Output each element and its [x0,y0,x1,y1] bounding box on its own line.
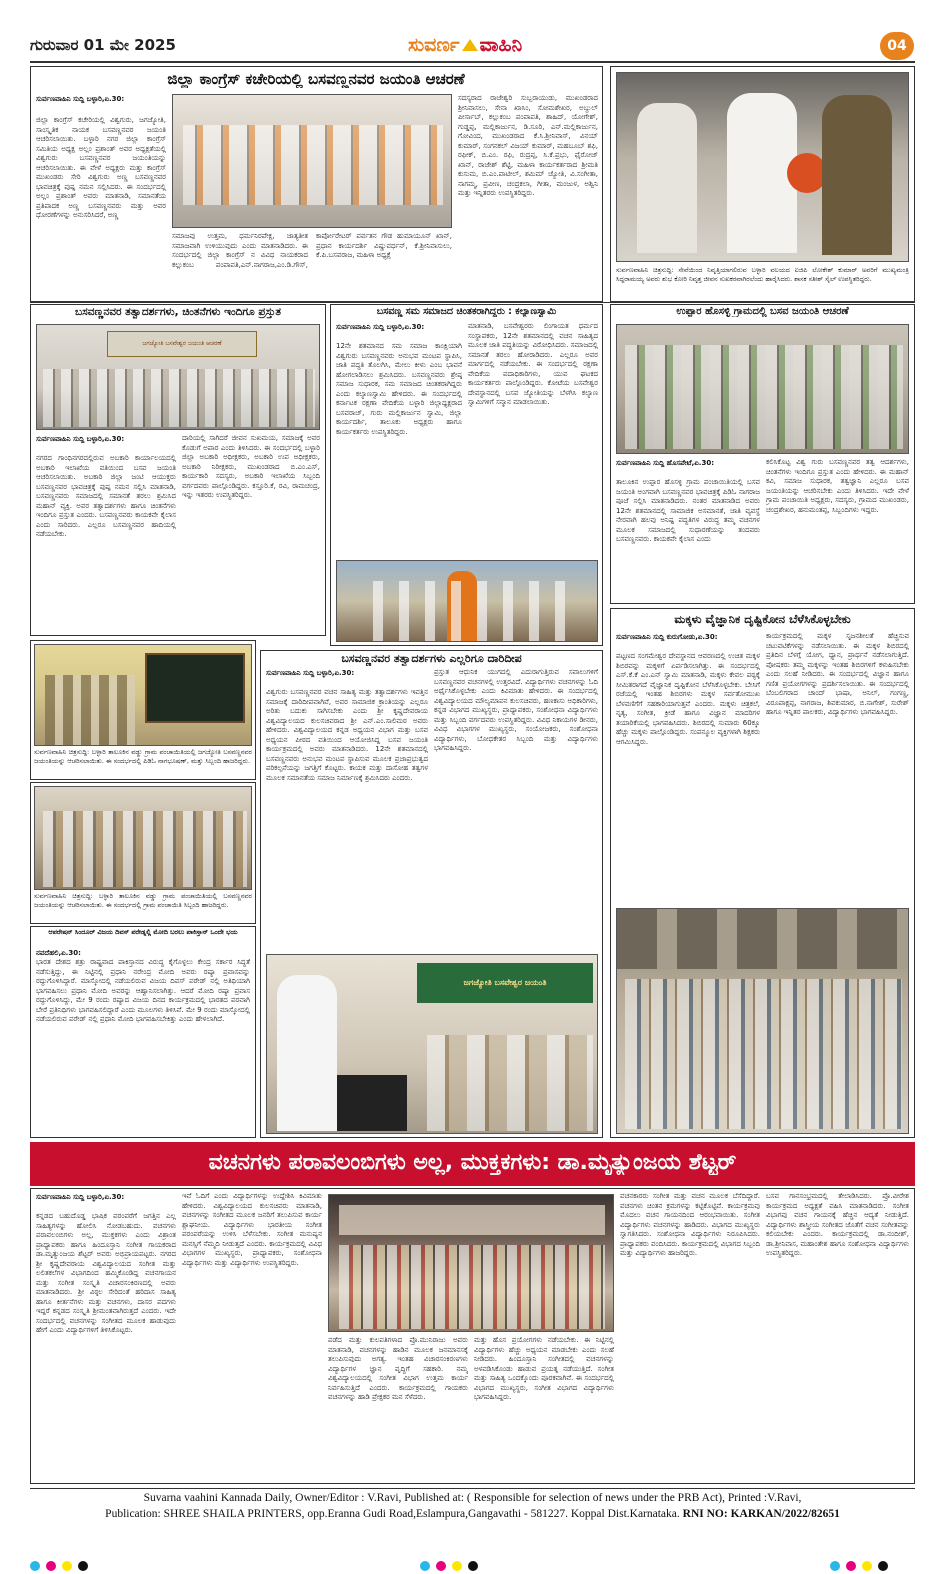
registration-marks-center [420,1556,484,1574]
congress-col3: ಸದಸ್ಯರಾದ ರಾಜೇಶ್ವರಿ ಸುಬ್ಬರಾಯುಡು, ಮುಖಂಡರಾದ ಶ್ರೀನಿವಾಸಲು, ಸೇನಾ ಖಾಸಿಂ, ಸೋಮಶೇಖರ, ಅಬ್ದುಲ್ ಪೀರ್ಸಾಬ್, ಕಲ್ಲುಕಂಬ ಪಂಪಾಪತಿ, ಶಾಹಿದ್, ಯೋಗೇಶ್, ಗುಡ್ಡಪ್ಪ, ಮಲ್ಲಿಕಾರ್ಜುನ, ಡಿ.ಸೂರಿ, ಎನ್.ಮಲ್ಲಿಕಾರ್ಜುನ, ಗೋವಿಂದ, ಮುಖಂಡರಾದ ಕೆ.ಸಿ.ಶ್ರೀನಿವಾಸ್, ವಿನಯ್ ಕುಮಾರ್, ಸಂಗನಕಲ್ ವಿಜಯ್ ಕುಮಾರ್, ಮಹಬೂಬ್ ಶಫಿ, ರಫೀಕ್, ಬಿ.ಎಂ. ರಫಿ, ರುದ್ರಪ್ಪ, ಸಿ.ಕೆ.ಪ್ರಭು, ಫೈರೋಜ್ ಖಾನ್, ರಾಜೇಶ್ ಶೆಟ್ಟಿ, ಮಹಿಳಾ ಕಾರ್ಯಕರ್ತರಾದ ಶ್ರೀಮತಿ ಕುಸುಮ, ಬಿ.ಎಂ.ಪಾಟೀಲ್, ಶಮಿಮ್ ಜ್ಯೋತಿ, ವಿ.ಸಂಗೀತಾ, ನಾಗಮ್ಮ, ಪ್ರವೀಣ, ಚಂದ್ರಕಲಾ, ಗೀತಾ, ಮಂಜುಳ, ಅಶ್ವಿನಿ ಮತ್ತು ಇನ್ನಿತರರು ಉಪಸ್ಥಿತರಿದ್ದರು. [458,94,598,197]
masthead-rule [30,61,915,63]
issue-date: ಗುರುವಾರ 01 ಮೇ 2025 [30,36,176,54]
congress-dateline: ಸುರ್ವಣವಾಹಿನಿ ಸುದ್ದಿ ಬಳ್ಳಾರಿ,ಏ.30: [36,95,125,103]
registration-marks-right [830,1556,894,1574]
vachana-photo [328,1194,614,1332]
yellow-dot [62,1561,72,1571]
yellow-dot [452,1561,462,1571]
principles-dateline: ಸುರ್ವಣವಾಹಿನಿ ಸುದ್ದಿ ಬಳ್ಳಾರಿ,ಏ.30: [36,435,125,443]
reformer-col2: ಮಾತನಾಡಿ, ಬಸವೇಶ್ವರರು ಲಿಂಗಾಯತ ಧರ್ಮದ ಸಂಸ್ಥಾಪಕರು, 12ನೇ ಶತಮಾನದಲ್ಲಿ ವಚನ ಸಾಹಿತ್ಯದ ಮೂಲಕ ಜಾತಿ ಪದ್ಧತಿಯನ್ನು ವಿರೋಧಿಸಿದರು. ಸಮಾಜದಲ್ಲಿ ಸಮಾನತೆ ತರಲು ಹೋರಾಡಿದರು. ಎಲ್ಲರೂ ಅವರ ಮಾರ್ಗದಲ್ಲಿ ನಡೆಯಬೇಕು. ಈ ಸಂದರ್ಭದಲ್ಲಿ ರಕ್ಷಣಾ ವೇದಿಕೆಯ ಪದಾಧಿಕಾರಿಗಳು, ಯುವ ಘಟಕದ ಕಾರ್ಯಕರ್ತರು ಪಾಲ್ಗೊಂಡಿದ್ದರು. ಕೋಟೆಯ ಬಸವೇಶ್ವರ ದೇವಸ್ಥಾನದಲ್ಲಿ ಬಸವ ಜ್ಯೋತಿಯನ್ನು ಬೆಳಗಿಸಿ ಕಲ್ಯಾಣ ಸ್ವಾಮಿಗಳಿಗೆ ಸನ್ಮಾನ ಮಾಡಲಾಯಿತು. [468,322,598,406]
registration-marks-left [30,1556,94,1574]
black-dot [468,1561,478,1571]
principles-banner: ಜಗಜ್ಯೋತಿ ಬಸವೇಶ್ವರ ಜಯಂತಿ ಆಚರಣೆ [107,331,257,357]
victory-body: ಭಾರತ ದೇಶದ ಶತ್ರು ರಾಷ್ಟ್ರವಾದ ಪಾಕಿಸ್ತಾನದ ವಿರುದ್ಧ ಕೈಗೊಳ್ಳಲು ಕೇಂದ್ರ ಸರ್ಕಾರ ಸಿದ್ಧತೆ ನಡೆಸುತ್ತಿದ್ದು, ಈ ನಿಟ್ಟಿನಲ್ಲಿ ಪ್ರಧಾನಿ ನರೇಂದ್ರ ಮೋದಿ ಅವರು ರಷ್ಯಾ ಪ್ರವಾಸವನ್ನು ರದ್ದುಗೊಳಿಸಿದ್ದಾರೆ. ಮಾಸ್ಕೋದಲ್ಲಿ ನಡೆಯಲಿರುವ ವಿಜಯ ದಿವಸ್ ಪರೇಡ್ ನಲ್ಲಿ ಅತಿಥಿಯಾಗಿ ಭಾಗವಹಿಸಲು ಪ್ರಧಾನಿ ಮೋದಿ ಅವರನ್ನು ಆಹ್ವಾನಿಸಲಾಗಿತ್ತು. ಆದರೆ ಮೋದಿ ರಷ್ಯಾ ಪ್ರವಾಸ ರದ್ದುಗೊಳಿಸಿದ್ದು, ಮೇ 9 ರಂದು ರಷ್ಯಾದ ವಿಜಯ ದಿನದ ಕಾರ್ಯಕ್ರಮದಲ್ಲಿ ಭಾರತದ ಪರವಾಗಿ ಬೇರೆ ಪ್ರತಿನಿಧಿಗಳು ಭಾಗವಹಿಸಲಿದ್ದಾರೆ ಎಂದು ಮೂಲಗಳು ತಿಳಿಸಿವೆ. ಮೇ 9 ರಂದು ಮಾಸ್ಕೋದಲ್ಲಿ ನಡೆಯಲಿರುವ ಪರೇಡ್ ನಲ್ಲಿ ಪ್ರಧಾನಿ ಮೋದಿ ಭಾಗವಹಿಸಬೇಕಿತ್ತು ಎಂದು ಹೇಳಲಾಗಿದೆ. [36,958,250,1023]
vachana-col5: ವಚನಕಾರರು ಸಂಗೀತ ಮತ್ತು ವಚನ ಮೂಲಕ ಬೆಸೆದಿದ್ದಾರೆ. ವಚನಗಳು ಚಿಂತನ ಕ್ರಮಗಳನ್ನು ಕಟ್ಟಿಕೊಟ್ಟಿವೆ. ಕಾರ್ಯಕ್ರಮವು ಮೊದಲು ವಚನ ಗಾಯನದಿಂದ ಆರಂಭವಾಯಿತು. ಸಂಗೀತ ವಿದ್ಯಾರ್ಥಿಗಳು ವಚನಗಳನ್ನು ಹಾಡಿದರು. ವಿಭಾಗದ ಮುಖ್ಯಸ್ಥರು ಸ್ವಾಗತಿಸಿದರು. ಸಂಶೋಧನಾ ವಿದ್ಯಾರ್ಥಿಗಳು ನಿರೂಪಿಸಿದರು. ಪ್ರಾಧ್ಯಾಪಕರು ವಂದಿಸಿದರು. ಕಾರ್ಯಕ್ರಮದಲ್ಲಿ ವಿಭಾಗದ ಸಿಬ್ಬಂದಿ ಮತ್ತು ವಿದ್ಯಾರ್ಥಿಗಳು ಹಾಜರಿದ್ದರು. [620,1192,760,1257]
vachana-dateline: ಸುರ್ವಣವಾಹಿನಿ ಸುದ್ದಿ ಬಳ್ಳಾರಿ,ಏ.30: [36,1193,125,1201]
rni-number: RNI NO: KARKAN/2022/82651 [682,1508,840,1520]
cm-visit-photo [616,72,909,262]
black-dot [878,1561,888,1571]
masthead [0,0,945,62]
vachana-col1: ಕನ್ನಡದ ಬಹುದೊಡ್ಡ ಭಾಷಿಕ ಪರಂಪರೆಗೆ ಜಗತ್ತಿನ ಎಲ್ಲ ಸಾಹಿತ್ಯಗಳನ್ನು ಹೋಲಿಸಿ ನೋಡಬಹುದು. ವಚನಗಳು ಪರಾವಲಂಬಿಗಳು ಅಲ್ಲ, ಮುಕ್ತಕಗಳು ಎಂದು ವಿಶ್ರಾಂತ ಪ್ರಾಧ್ಯಾಪಕರು ಹಾಗೂ ಹಿಂದೂಸ್ತಾನಿ ಸಂಗೀತ ಗಾಯಕರಾದ ಡಾ.ಮೃತ್ಯುಂಜಯ ಶೆಟ್ಟರ್ ಅವರು ಅಭಿಪ್ರಾಯಪಟ್ಟರು. ನಗರದ ಶ್ರೀ ಕೃಷ್ಣದೇವರಾಯ ವಿಶ್ವವಿದ್ಯಾಲಯದ ಸಂಗೀತ ಮತ್ತು ಲಲಿತಕಲೆಗಳ ವಿಭಾಗದಿಂದ ಹಮ್ಮಿಕೊಂಡಿದ್ದ ವಚನಗಾಯನ ಮತ್ತು ಸಂಗೀತ ಸಂಸ್ಕೃತಿ ವಿಚಾರಸಂಕಿರಣದಲ್ಲಿ ಅವರು ಮಾತನಾಡಿದರು. ಶ್ರೀ ವಿಠ್ಠಲ ಸೇರಿದಂತೆ ಹರಿದಾಸ ಸಾಹಿತ್ಯ ಹಾಗೂ ಕೀರ್ತನೆಗಳು ಮತ್ತು ವಚನಗಳು, ದಾಸರ ಪದಗಳು ಇದ್ದರೆ ಕನ್ನಡದ ಸಂಸ್ಕೃತಿ ಶ್ರೀಮಂತವಾಗಿರುತ್ತದೆ ಎಂದರು. ಇದೇ ಸಂದರ್ಭದಲ್ಲಿ ವಚನಗಳನ್ನು ಸಂಗೀತದ ಮೂಲಕ ಹಾಡುವುದು ಹೇಗೆ ಎಂದು ವಿದ್ಯಾರ್ಥಿಗಳಿಗೆ ತಿಳಿಸಿಕೊಟ್ಟರು. [36,1212,176,1334]
uppar-col2: ಕಲಿಸಿಕೊಟ್ಟ ವಿಶ್ವ ಗುರು ಬಸವಣ್ಣನವರ ತತ್ವ ಆದರ್ಶಗಳು, ಚಿಂತನೆಗಳು ಇಂದಿಗೂ ಪ್ರಸ್ತುತ ಎಂದು ಹೇಳಿದರು. ಈ ಮಹಾನ್ ಕವಿ, ಸಮಾಜ ಸುಧಾರಕ, ತತ್ವಜ್ಞಾನಿ ಎಲ್ಲರೂ ಬಸವ ಜಯಂತಿಯನ್ನು ಆಚರಿಸಬೇಕು ಎಂದು ತಿಳಿಸಿದರು. ಇದೇ ವೇಳೆ ಗ್ರಾಮ ಪಂಚಾಯಿತಿ ಅಧ್ಯಕ್ಷರು, ಸದಸ್ಯರು, ಗ್ರಾಮದ ಮುಖಂಡರು, ಚಂದ್ರಶೇಖರ, ಹನುಮಂತಪ್ಪ, ಸಿಬ್ಬಂದಿಗಳು ಇದ್ದರು. [766,458,909,514]
principles-headline: ಬಸವಣ್ಣನವರ ತತ್ವಾದರ್ಶಗಳು, ಚಿಂತನೆಗಳು ಇಂದಿಗೂ ಪ್ರಸ್ತುತ [75,306,281,318]
photo2-image [34,786,252,890]
reformer-headline: ಬಸವಣ್ಣ ಸಮ ಸಮಾಜದ ಚಿಂತಕರಾಗಿದ್ದರು : ಕಲ್ಯಾಣಸ್ವಾಮಿ [376,306,557,317]
victory-dateline: ನವದೆಹಲಿ,ಏ.30: [36,949,81,957]
science-dateline: ಸುರ್ವಣವಾಹಿನಿ ಸುದ್ದಿ ಕುರುಗೋಡು,ಏ.30: [616,633,718,641]
vachana-headline: ವಚನಗಳು ಪರಾವಲಂಬಿಗಳು ಅಲ್ಲ, ಮುಕ್ತಕಗಳು: ಡಾ.ಮೃತ್ಯುಂಜಯ ಶೆಟ್ಟರ್ [208,1150,737,1175]
principles-photo [36,324,320,430]
lamp-icon [462,39,478,51]
science-col1: ಪಟ್ಟಣದ ಸಂಗಮೇಶ್ವರ ದೇವಸ್ಥಾನದ ಆವರಣದಲ್ಲಿ ಉಚಿತ ಮಕ್ಕಳ ಶಿಬಿರವನ್ನು ಮಕ್ಕಳಿಗೆ ಏರ್ಪಡಿಸಲಾಗಿತ್ತು. ಈ ಸಂದರ್ಭದಲ್ಲಿ ಎಸ್.ಕೆ.ಕೆ ಎಂ.ಎನ್ ಸ್ವಾಮಿ ಮಾತನಾಡಿ, ಮಕ್ಕಳು ಕೇವಲ ಪಠ್ಯಕ್ಕೆ ಸೀಮಿತರಾಗದೆ ವೈಜ್ಞಾನಿಕ ದೃಷ್ಟಿಕೋನ ಬೆಳೆಸಿಕೊಳ್ಳಬೇಕು. ಬೇಸಿಗೆ ರಜೆಯಲ್ಲಿ ಇಂತಹ ಶಿಬಿರಗಳು ಮಕ್ಕಳ ಸರ್ವತೋಮುಖ ಬೆಳವಣಿಗೆಗೆ ಸಹಕಾರಿಯಾಗುತ್ತವೆ ಎಂದರು. ಮಕ್ಕಳು ಚಿತ್ರಕಲೆ, ನೃತ್ಯ, ಸಂಗೀತ, ಕ್ರೀಡೆ ಹಾಗೂ ವಿಜ್ಞಾನ ಮಾದರಿಗಳ ತಯಾರಿಕೆಯಲ್ಲಿ ಭಾಗವಹಿಸಿದರು. ಶಿಬಿರದಲ್ಲಿ ಸುಮಾರು 60ಕ್ಕೂ ಹೆಚ್ಚು ಮಕ್ಕಳು ಪಾಲ್ಗೊಂಡಿದ್ದರು. ಸಂಪನ್ಮೂಲ ವ್ಯಕ್ತಿಗಳಾಗಿ ಶಿಕ್ಷಕರು ಆಗಮಿಸಿದ್ದರು. [616,652,760,746]
vachana-col3: ಪಡೆದ ಮತ್ತು ಕುಲಪತಿಗಳಾದ ಪ್ರೊ.ಮುನಿರಾಜು ಅವರು ಮಾತನಾಡಿ, ವಚನಗಳನ್ನು ಹಾಡಿನ ಮೂಲಕ ಜನಮಾನಸಕ್ಕೆ ತಲುಪಿಸುವುದು ಅಗತ್ಯ. ಇಂತಹ ವಿಚಾರಸಂಕಿರಣಗಳು ವಿದ್ಯಾರ್ಥಿಗಳ ಜ್ಞಾನ ವೃದ್ಧಿಗೆ ಸಹಕಾರಿ. ನಮ್ಮ ವಿಶ್ವವಿದ್ಯಾಲಯದಲ್ಲಿ ಸಂಗೀತ ವಿಭಾಗ ಉತ್ತಮ ಕಾರ್ಯ ನಿರ್ವಹಿಸುತ್ತಿದೆ ಎಂದರು. ಕಾರ್ಯಕ್ರಮದಲ್ಲಿ ಗಾಯಕರು ವಚನಗಳನ್ನು ಹಾಡಿ ಪ್ರೇಕ್ಷಕರ ಮನ ಸೆಳೆದರು. [328,1336,468,1401]
yellow-dot [862,1561,872,1571]
guide-dateline: ಸುರ್ವಣವಾಹಿನಿ ಸುದ್ದಿ ಬಳ್ಳಾರಿ,ಏ.30: [266,669,355,677]
science-headline: ಮಕ್ಕಳು ವೈಜ್ಞಾನಿಕ ದೃಷ್ಟಿಕೋನ ಬೆಳೆಸಿಕೊಳ್ಳಬೇಕು [674,612,851,626]
cm-visit-caption: ಸುರ್ವಣವಾಹಿನಿ ಚಿತ್ರಸುದ್ದಿ: ಸೇವೆಯಿಂದ ನಿವೃತ್ತಿಯಾಗಲಿರುವ ಬಳ್ಳಾರಿ ವಲಯದ ಐಜಿಪಿ ಲೋಕೇಶ್ ಕುಮಾರ್ ಅವರಿಗೆ ಮುಖ್ಯಮಂತ್ರಿ ಸಿದ್ದರಾಮಯ್ಯ ಅವರು ಶುಭ ಕೋರಿ ನಿವೃತ್ತ ಜೀವನ ಸುಖಕರವಾಗಿರಲೆಂದು ಹಾರೈಸಿದರು. ಶಾಸಕ ಸತೀಶ್ ಸೈಲ್ ಉಪಸ್ಥಿತರಿದ್ದರು. [616,266,909,283]
cyan-dot [420,1561,430,1571]
brand-logo [408,33,522,57]
guide-banner: ಜಗಜ್ಯೋತಿ ಬಸವೇಶ್ವರ ಜಯಂತಿ [417,963,593,1003]
imprint-publication: Publication: SHREE SHAILA PRINTERS, opp.Eranna Gudi Road,Eslampura,Gangavathi - 581227. Koppal Dist.Karnataka. [105,1508,680,1520]
victory-headline: ಆಪರೇಷನ್ ಸಿಂದೂರ್ ವಿಜಯ ದಿವಸ್ ಪರೇಡ್ನಲ್ಲಿ ಮೋದಿ ಬರಲು ಪಾಕಿಸ್ತಾನ್ ಒಂದೇ ಭಯ [48,928,238,936]
congress-photo [172,94,452,228]
photo1-image [34,644,252,746]
uppar-photo [616,324,909,454]
science-photo [616,908,909,1134]
photo1-caption: ಸುರ್ವಣವಾಹಿನಿ ಚಿತ್ರಸುದ್ದಿ: ಬಳ್ಳಾರಿ ತಾಲೂಕಿನ ವಡ್ಡು ಗ್ರಾಮ ಪಂಚಾಯಿತಿಯಲ್ಲಿ ಜಗಜ್ಯೋತಿ ಬಸವಣ್ಣನವರ ಜಯಂತಿಯನ್ನು ಆಚರಿಸಲಾಯಿತು. ಈ ಸಂದರ್ಭದಲ್ಲಿ ಪಿಡಿಓ ನಾಗಭೂಷಣ್, ಮತ್ತು ಸಿಬ್ಬಂದಿ ಹಾಜರಿದ್ದರು. [34,748,252,765]
magenta-dot [846,1561,856,1571]
reformer-dateline: ಸುರ್ವಣವಾಹಿನಿ ಸುದ್ದಿ ಬಳ್ಳಾರಿ,ಏ.30: [336,323,425,331]
principles-col1: ನಗರದ ಗಾಂಧಿನಗರದಲ್ಲಿರುವ ಅಬಕಾರಿ ಕಾರ್ಯಾಲಯದಲ್ಲಿ ಅಬಕಾರಿ ಇಲಾಖೆಯ ವತಿಯಿಂದ ಬಸವ ಜಯಂತಿ ಆಚರಿಸಲಾಯಿತು. ಅಬಕಾರಿ ಜಿಲ್ಲಾ ಜಂಟಿ ಆಯುಕ್ತರು ಬಸವಣ್ಣನವರ ಭಾವಚಿತ್ರಕ್ಕೆ ಪುಷ್ಪ ನಮನ ಸಲ್ಲಿಸಿ ಮಾತನಾಡಿ, ಬಸವಣ್ಣನವರು ಸಮಾಜದಲ್ಲಿ ಸಮಾನತೆ ತರಲು ಶ್ರಮಿಸಿದ ಮಹಾನ್ ವ್ಯಕ್ತಿ. ಅವರ ತತ್ವಾದರ್ಶಗಳು ಹಾಗೂ ಚಿಂತನೆಗಳು ಇಂದಿಗೂ ಪ್ರಸ್ತುತ ಎಂದರು. ಬಸವಣ್ಣನವರು ಕಾಯಕವೇ ಕೈಲಾಸ ಎಂದು ಸಾರಿದರು. ಎಲ್ಲರೂ ಬಸವಣ್ಣನವರ ಹಾದಿಯಲ್ಲಿ ನಡೆಯಬೇಕು. [36,454,176,538]
vachana-col4: ಮತ್ತು ಹೊಸ ಪ್ರಯೋಗಗಳು ನಡೆಯಬೇಕು. ಈ ನಿಟ್ಟಿನಲ್ಲಿ ವಿದ್ಯಾರ್ಥಿಗಳು ಹೆಚ್ಚು ಅಧ್ಯಯನ ಮಾಡಬೇಕು ಎಂದು ಸಲಹೆ ನೀಡಿದರು. ಹಿಂದೂಸ್ತಾನಿ ಸಂಗೀತದಲ್ಲಿ ವಚನಗಳನ್ನು ಅಳವಡಿಸಿಕೊಂಡು ಹಾಡುವ ಪ್ರಯತ್ನ ನಡೆಯುತ್ತಿದೆ. ಸಂಗೀತ ಮತ್ತು ಸಾಹಿತ್ಯ ಒಂದಕ್ಕೊಂದು ಪೂರಕವಾಗಿವೆ. ಈ ಸಂದರ್ಭದಲ್ಲಿ ವಿಭಾಗದ ಮುಖ್ಯಸ್ಥರು, ಸಂಗೀತ ವಿಭಾಗದ ವಿದ್ಯಾರ್ಥಿಗಳು ಭಾಗವಹಿಸಿದ್ದರು. [474,1336,614,1401]
guide-photo [266,954,598,1134]
imprint-line-2 [30,1508,915,1520]
magenta-dot [436,1561,446,1571]
guide-headline: ಬಸವಣ್ಣನವರ ತತ್ವಾದರ್ಶಗಳು ಎಲ್ಲರಿಗೂ ದಾರಿದೀಪ [341,652,522,665]
principles-col2: ದಾರಿಯಲ್ಲಿ ಸಾಗಿದರೆ ಜೀವನ ಸುಖಮಯ, ಸಮಾಜಕ್ಕೆ ಅವರ ಕೊಡುಗೆ ಅಪಾರ ಎಂದು ತಿಳಿಸಿದರು. ಈ ಸಂದರ್ಭದಲ್ಲಿ ಬಳ್ಳಾರಿ ಜಿಲ್ಲಾ ಅಬಕಾರಿ ಅಧೀಕ್ಷಕರು, ಅಬಕಾರಿ ಉಪ ಅಧೀಕ್ಷಕರು, ಅಬಕಾರಿ ನಿರೀಕ್ಷಕರು, ಮುಖಂಡರಾದ ಬಿ.ಎಂ.ಎಸ್, ಕಾರ್ಯಕಾರಿ ಸದಸ್ಯರು, ಅಬಕಾರಿ ಇಲಾಖೆಯ ಸಿಬ್ಬಂದಿ ವರ್ಗದವರು ಪಾಲ್ಗೊಂಡಿದ್ದರು. ಕಸ್ತೂರಿ.ಕೆ, ರವಿ, ರಾಮಚಂದ್ರ, ಇನ್ನು ಇತರರು ಉಪಸ್ಥಿತರಿದ್ದರು. [182,434,320,499]
science-col2: ಕಾರ್ಯಕ್ರಮದಲ್ಲಿ ಮಕ್ಕಳ ಸೃಜನಶೀಲತೆ ಹೆಚ್ಚಿಸುವ ಚಟುವಟಿಕೆಗಳನ್ನು ನಡೆಸಲಾಯಿತು. ಈ ಮಕ್ಕಳ ಶಿಬಿರದಲ್ಲಿ ಪ್ರತಿದಿನ ಬೆಳಗ್ಗೆ ಯೋಗ, ಧ್ಯಾನ, ಪ್ರಾರ್ಥನೆ ನಡೆಸಲಾಗುತ್ತಿದೆ. ಪೋಷಕರು ತಮ್ಮ ಮಕ್ಕಳನ್ನು ಇಂತಹ ಶಿಬಿರಗಳಿಗೆ ಕಳುಹಿಸಬೇಕು ಎಂದು ಸಲಹೆ ನೀಡಿದರು. ಈ ಸಂದರ್ಭದಲ್ಲಿ ವಿಜ್ಞಾನ ಹಾಗೂ ಗಣಿತ ಪ್ರಯೋಗಗಳನ್ನು ಪ್ರದರ್ಶಿಸಲಾಯಿತು. ಈ ಸಂದರ್ಭದಲ್ಲಿ ಬೆಂಬಲಿಗರಾದ ಚಾಂದ್ ಭಾಷಾ, ಅನಿಲ್, ಗಂಗಣ್ಣ, ವಿರೂಪಾಕ್ಷಪ್ಪ, ನಾಗರಾಜ, ಶಿವಕುಮಾರ, ಬಿ.ನಾಗೇಶ್, ಸುರೇಶ್ ಹಾಗೂ ಇನ್ನಿತರ ಪಾಲಕರು, ವಿದ್ಯಾರ್ಥಿಗಳು ಭಾಗವಹಿಸಿದ್ದರು. [766,632,909,716]
vachana-col2: ಇವೆ ಓದಿಗೆ ಎಂದು ವಿದ್ಯಾರ್ಥಿಗಳನ್ನು ಉದ್ದೇಶಿಸಿ ಕಿವಿಮಾತು ಹೇಳಿದರು. ವಿಶ್ವವಿದ್ಯಾಲಯದ ಕುಲಸಚಿವರು ಮಾತನಾಡಿ, ವಚನಗಳನ್ನು ಸಂಗೀತದ ಮೂಲಕ ಜನರಿಗೆ ತಲುಪಿಸುವ ಕಾರ್ಯ ಶ್ಲಾಘನೀಯ. ವಿದ್ಯಾರ್ಥಿಗಳು ಭಾರತೀಯ ಸಂಗೀತ ಪರಂಪರೆಯನ್ನು ಉಳಿಸಿ ಬೆಳೆಸಬೇಕು. ಸಂಗೀತ ಮನುಷ್ಯನ ಮನಸ್ಸಿಗೆ ನೆಮ್ಮದಿ ನೀಡುತ್ತದೆ ಎಂದರು. ಕಾರ್ಯಕ್ರಮದಲ್ಲಿ ವಿವಿಧ ವಿಭಾಗಗಳ ಮುಖ್ಯಸ್ಥರು, ಪ್ರಾಧ್ಯಾಪಕರು, ಸಂಶೋಧನಾ ವಿದ್ಯಾರ್ಥಿಗಳು ಮತ್ತು ವಿದ್ಯಾರ್ಥಿಗಳು ಉಪಸ್ಥಿತರಿದ್ದರು. [182,1192,322,1267]
uppar-col1: ತಾಲೂಕಿನ ಉಪ್ಪಾರ ಹೊಸಳ್ಳಿ ಗ್ರಾಮ ಪಂಚಾಯಿತಿಯಲ್ಲಿ ಬಸವ ಜಯಂತಿ ಅಂಗವಾಗಿ ಬಸವಣ್ಣನವರ ಭಾವಚಿತ್ರಕ್ಕೆ ಪಿಡಿಓ ನಾಗರಾಜ ಪೂಜೆ ಸಲ್ಲಿಸಿ ಮಾತನಾಡಿದರು. ನಂತರ ಮಾತನಾಡಿದ ಅವರು 12ನೇ ಶತಮಾನದಲ್ಲಿ ಸಾಮಾಜಿಕ ಅಸಮಾನತೆ, ಜಾತಿ ವ್ಯವಸ್ಥೆ ನೇರವಾಗಿ ಹಲವು ಅನಿಷ್ಟ ಪದ್ಧತಿಗಳ ವಿರುದ್ಧ ತಮ್ಮ ವಚನಗಳ ಮೂಲಕ ಸಮಾಜದಲ್ಲಿ ಸುಧಾರಣೆಯನ್ನು ತಂದವರು ಬಸವಣ್ಣನವರು. ಕಾಯಕವೇ ಕೈಲಾಸ ಎಂದು [616,478,760,543]
congress-col1: ಜಿಲ್ಲಾ ಕಾಂಗ್ರೆಸ್ ಕಚೇರಿಯಲ್ಲಿ ವಿಶ್ವಗುರು, ಜಗಜ್ಯೋತಿ, ಸಾಂಸ್ಕೃತಿಕ ನಾಯಕ ಬಸವಣ್ಣನವರ ಜಯಂತಿ ಆಚರಿಸಲಾಯಿತು. ಬಳ್ಳಾರಿ ನಗರ ಜಿಲ್ಲಾ ಕಾಂಗ್ರೆಸ್ ಸಮಿತಿಯ ಅಧ್ಯಕ್ಷ ಅಲ್ಲಂ ಪ್ರಶಾಂತ್ ಅವರ ಅಧ್ಯಕ್ಷತೆಯಲ್ಲಿ ವಿಶ್ವಗುರು ಬಸವಣ್ಣನವರ ಜಯಂತಿಯನ್ನು ಆಚರಿಸಲಾಯಿತು. ಈ ವೇಳೆ ಅಧ್ಯಕ್ಷರು ಮತ್ತು ಕಾಂಗ್ರೆಸ್ ಮುಖಂಡರು ಸೇರಿ ವಿಶ್ವಗುರು ಅಣ್ಣ ಬಸವಣ್ಣನವರ ಭಾವಚಿತ್ರಕ್ಕೆ ಪುಷ್ಪ ನಮನ ಸಲ್ಲಿಸಿದರು. ಈ ಸಂದರ್ಭದಲ್ಲಿ ಅಲ್ಲಂ ಪ್ರಶಾಂತ್ ಅವರು ಮಾತನಾಡಿ, ಸಮಾನತೆಯ ಪ್ರತಿಪಾದಕ ಅಣ್ಣ ಬಸವಣ್ಣನವರು ಮತ್ತು ಅವರ ಧೋರಣೆಗಳನ್ನು ಅನುಸರಿಸಿದರೆ, ಅಣ್ಣ [36,116,166,219]
black-dot [78,1561,88,1571]
cyan-dot [30,1561,40,1571]
congress-col2: ಸಮಾಜವು ಉತ್ತಮ, ಧರ್ಮನಿರಪೇಕ್ಷ, ಜಾತ್ಯತೀತ ಸಮಾಜವಾಗಿ ಉಳಿಯುವುದು ಎಂದು ಮಾತನಾಡಿದರು. ಈ ಸಂದರ್ಭದಲ್ಲಿ ಜಿಲ್ಲಾ ಕಾಂಗ್ರೆಸ್ ನ ವಿವಿಧ ನಾಯಕರಾದ ಕಲ್ಲುಕಂಬ ಪಂಪಾಪತಿ,ಎನ್.ನಾಗರಾಜ,ಎಂ.ಡಿ.ಗೌಸ್, ಕಾರ್ಪೋರೇಟರ್ ಪರ್ವತನ ಗೌಡ ಹುಮಾಯೂನ್ ಖಾನ್, ಪ್ರಧಾನ ಕಾರ್ಯದರ್ಶಿ ವಿಷ್ಣುವರ್ಧನ್, ಕೆ.ಶ್ರೀನಿವಾಸುಲು, ಕೆ.ಪಿ.ಬಸವರಾಜ, ಮಹಿಳಾ ಅಧ್ಯಕ್ಷೆ [172,232,452,269]
brand-name-right: ವಾಹಿನಿ [479,34,523,56]
congress-headline: ಜಿಲ್ಲಾ ಕಾಂಗ್ರೆಸ್ ಕಚೇರಿಯಲ್ಲಿ ಬಸವಣ್ಣನವರ ಜಯಂತಿ ಆಚರಣೆ [167,70,465,88]
photo2-caption: ಸುರ್ವಣವಾಹಿನಿ ಚಿತ್ರಸುದ್ದಿ: ಬಳ್ಳಾರಿ ತಾಲೂಕಿನ ವಡ್ಡು ಗ್ರಾಮ ಪಂಚಾಯಿತಿಯಲ್ಲಿ ಬಸವಣ್ಣನವರ ಜಯಂತಿಯನ್ನು ಆಚರಿಸಲಾಯಿತು. ಈ ಸಂದರ್ಭದಲ್ಲಿ ಗ್ರಾಮ ಪಂಚಾಯಿತಿ ಸಿಬ್ಬಂದಿ ಹಾಜರಿದ್ದರು. [34,892,252,909]
imprint-line-1: Suvarna vaahini Kannada Daily, Owner/Editor : V.Ravi, Published at: ( Responsible for selection of news under the PRB Act), Printed :V.Ravi, [143,1492,802,1504]
vachana-col6: ಬಸವ ಗಾನಸಂಭ್ರಮದಲ್ಲಿ ತೇಲಾಡಿಸಿದರು. ಪ್ರೊ.ವೀರೇಶ ಕಾರ್ಯಕ್ರಮದ ಅಧ್ಯಕ್ಷತೆ ವಹಿಸಿ ಮಾತನಾಡಿದರು. ಸಂಗೀತ ವಿಭಾಗವು ವಚನ ಗಾಯನಕ್ಕೆ ಹೆಚ್ಚಿನ ಆದ್ಯತೆ ನೀಡುತ್ತಿದೆ. ವಿದ್ಯಾರ್ಥಿಗಳು ಶಾಸ್ತ್ರೀಯ ಸಂಗೀತದ ಜೊತೆಗೆ ವಚನ ಸಂಗೀತವನ್ನು ಕಲಿಯಬೇಕು ಎಂದರು. ಕಾರ್ಯಕ್ರಮದಲ್ಲಿ ಡಾ.ನಂದೀಶ್, ಡಾ.ಶ್ರೀನಿವಾಸ, ಮಹಾಂತೇಶ ಹಾಗೂ ಸಂಶೋಧನಾ ವಿದ್ಯಾರ್ಥಿಗಳು ಉಪಸ್ಥಿತರಿದ್ದರು. [766,1192,909,1257]
uppar-headline: ಉಪ್ಪಾರ ಹೊಸಳ್ಳಿ ಗ್ರಾಮದಲ್ಲಿ ಬಸವ ಜಯಂತಿ ಆಚರಣೆ [676,306,849,317]
guide-col2: ಪ್ರಸ್ತುತ ಆಧುನಿಕ ಯುಗದಲ್ಲಿ ಎದುರಾಗುತ್ತಿರುವ ಸವಾಲುಗಳಿಗೆ ಬಸವಣ್ಣನವರ ವಚನಗಳಲ್ಲಿ ಉತ್ತರವಿದೆ. ವಿದ್ಯಾರ್ಥಿಗಳು ವಚನಗಳನ್ನು ಓದಿ ಅರ್ಥೈಸಿಕೊಳ್ಳಬೇಕು ಎಂದು ಕಿವಿಮಾತು ಹೇಳಿದರು. ಈ ಸಂದರ್ಭದಲ್ಲಿ ವಿಶ್ವವಿದ್ಯಾಲಯದ ಮೌಲ್ಯಮಾಪನ ಕುಲಸಚಿವರು, ಹಣಕಾಸು ಅಧಿಕಾರಿಗಳು, ಕನ್ನಡ ವಿಭಾಗದ ಮುಖ್ಯಸ್ಥರು, ಪ್ರಾಧ್ಯಾಪಕರು, ಸಂಶೋಧನಾ ವಿದ್ಯಾರ್ಥಿಗಳು ಮತ್ತು ಸಿಬ್ಬಂದಿ ವರ್ಗದವರು ಉಪಸ್ಥಿತರಿದ್ದರು. ವಿವಿಧ ನಿಕಾಯಗಳ ಡೀನರು, ವಿವಿಧ ವಿಭಾಗಗಳ ಮುಖ್ಯಸ್ಥರು, ಸಂಯೋಜಕರು, ಸಂಶೋಧನಾ ವಿದ್ಯಾರ್ಥಿಗಳು, ಬೋಧಕೇತರ ಸಿಬ್ಬಂದಿ ಮತ್ತು ವಿದ್ಯಾರ್ಥಿಗಳು ಭಾಗವಹಿಸಿದ್ದರು. [434,668,598,752]
magenta-dot [46,1561,56,1571]
reformer-col1: 12ನೇ ಶತಮಾನದ ಸಮ ಸಮಾಜ ಕಾಂಕ್ಷಿಯಾಗಿ ವಿಶ್ವಗುರು ಬಸವಣ್ಣನವರು ಅನುಭವ ಮಂಟಪ ಸ್ಥಾಪಿಸಿ, ಜಾತಿ ಪದ್ಧತಿ ತೊಲಗಿಸಿ, ಮೇಲು ಕೀಳು ಎಂಬ ಭಾವನೆ ಹೋಗಲಾಡಿಸಲು ಶ್ರಮಿಸಿದರು. ಬಸವಣ್ಣನವರು ಶ್ರೇಷ್ಠ ಸಮಾಜ ಸುಧಾರಕ, ಸಮ ಸಮಾಜದ ಚಿಂತಕರಾಗಿದ್ದರು ಎಂದು ಕಲ್ಯಾಣಸ್ವಾಮಿ ಹೇಳಿದರು. ಈ ಸಂದರ್ಭದಲ್ಲಿ ಕರ್ನಾಟಕ ರಕ್ಷಣಾ ವೇದಿಕೆಯ ಬಳ್ಳಾರಿ ಜಿಲ್ಲಾಧ್ಯಕ್ಷರಾದ ಬಸವರಾಜ್, ಗುರು ಮಲ್ಲಿಕಾರ್ಜುನ ಸ್ವಾಮಿ, ಜಿಲ್ಲಾ ಕಾರ್ಯದರ್ಶಿ, ತಾಲೂಕು ಅಧ್ಯಕ್ಷರು ಹಾಗೂ ಕಾರ್ಯಕರ್ತರು ಉಪಸ್ಥಿತರಿದ್ದರು. [336,342,462,436]
cyan-dot [830,1561,840,1571]
uppar-dateline: ಸುರ್ವಣವಾಹಿನಿ ಸುದ್ದಿ ಹೊಸಪೇಟೆ,ಏ.30: [616,459,715,467]
brand-name-left: ಸುವರ್ಣ [408,34,460,56]
blackboard [145,653,245,723]
reformer-photo [336,560,598,642]
guide-col1: ವಿಶ್ವಗುರು ಬಸವಣ್ಣನವರ ವಚನ ಸಾಹಿತ್ಯ ಮತ್ತು ತತ್ವಾದರ್ಶಗಳು ಇವತ್ತಿನ ಸಮಾಜಕ್ಕೆ ದಾರಿದೀಪವಾಗಿವೆ, ಅವರ ಸಾಮಾಜಿಕ ಕ್ರಾಂತಿಯನ್ನು ಎಲ್ಲರೂ ಅರಿತು ಬದುಕು ಸಾಗಿಸಬೇಕು ಎಂದು ಶ್ರೀ ಕೃಷ್ಣದೇವರಾಯ ವಿಶ್ವವಿದ್ಯಾಲಯದ ಕುಲಸಚಿವರಾದ ಶ್ರೀ ಎನ್.ಎಂ.ಸಾಲಿಮಠ ಅವರು ಹೇಳಿದರು. ವಿಶ್ವವಿದ್ಯಾಲಯದ ಕನ್ನಡ ಅಧ್ಯಯನ ವಿಭಾಗ ಮತ್ತು ಬಸವ ಅಧ್ಯಯನ ಪೀಠದ ವತಿಯಿಂದ ಆಯೋಜಿಸಿದ್ದ ಬಸವ ಜಯಂತಿ ಕಾರ್ಯಕ್ರಮದಲ್ಲಿ ಅವರು ಮಾತನಾಡಿದರು. 12ನೇ ಶತಮಾನದಲ್ಲಿ ಬಸವಣ್ಣನವರು ಅನುಭವ ಮಂಟಪ ಸ್ಥಾಪಿಸುವ ಮೂಲಕ ಪ್ರಜಾಪ್ರಭುತ್ವದ ಪರಿಕಲ್ಪನೆಯನ್ನು ಜಗತ್ತಿಗೆ ಕೊಟ್ಟರು. ಕಾಯಕ ಮತ್ತು ದಾಸೋಹ ತತ್ವಗಳ ಮೂಲಕ ಸಮಾನತೆಯ ಸಮಾಜ ನಿರ್ಮಾಣಕ್ಕೆ ಶ್ರಮಿಸಿದರು ಎಂದರು. [266,688,428,782]
page-number-badge: 04 [880,32,914,60]
